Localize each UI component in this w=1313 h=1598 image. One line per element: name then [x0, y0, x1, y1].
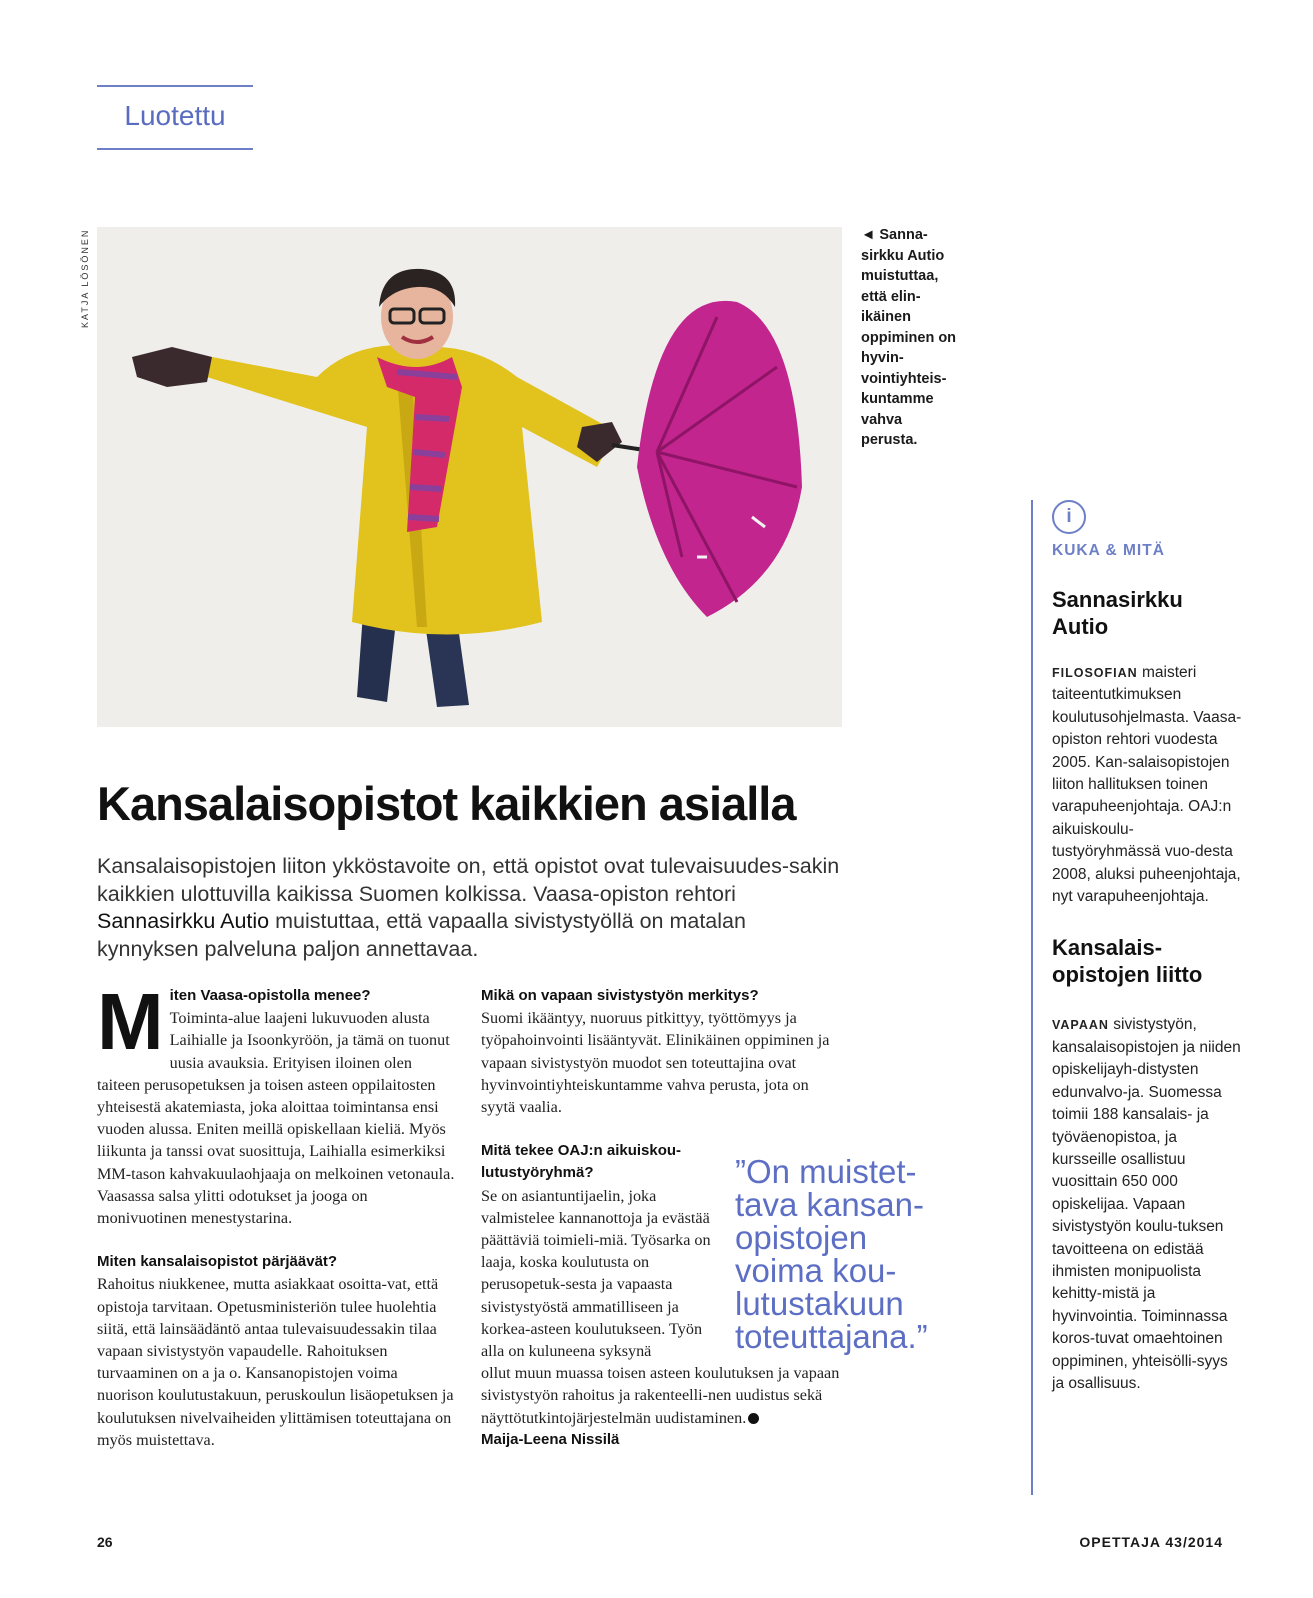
- bio-lead-word: FILOSOFIAN: [1052, 666, 1138, 680]
- lead-text-start: Kansalaisopistojen liiton ykköstavoite on, että opistot ovat tulevaisuudes-sakin kaikkien ulottuvilla kaikissa Suomen kolkissa. Vaasa-opiston rehtori: [97, 854, 840, 906]
- sidebar-person-name: Sannasirkku Autio: [1052, 587, 1183, 639]
- question-4: Mitä tekee OAJ:n aikuiskou-lutustyöryhmä?: [481, 1142, 682, 1182]
- question-3: Mikä on vapaan sivistystyön merkitys?: [481, 987, 759, 1004]
- pull-quote: ”On muistet-tava kansan-opistojen voima kou-lutustakuun toteuttajana.”: [735, 1153, 928, 1355]
- sidebar-person-bio: [1052, 662, 1242, 908]
- lead-text-end: muistuttaa, että vapaalla sivistystyöllä on matalan kynnyksen palveluna paljon annettavaa.: [97, 909, 746, 961]
- section-rule-top: [97, 85, 253, 87]
- sidebar-org-name: Kansalais-opistojen liitto: [1052, 935, 1203, 988]
- article-lead: [97, 853, 842, 963]
- article-author: Maija-Leena Nissilä: [481, 1430, 620, 1448]
- answer-2: Rahoitus niukkenee, mutta asiakkaat osoitta-vat, että opistoja tarvitaan. Opetusministeriön tulee huolehtia siitä, että lainsäädäntö antaa tulevaisuudessakin tilaa vapaan sivistystyön vapaudelle. Rahoituksen turvaaminen on a ja o. Kansanopistojen voima nuorison koulutustakuun, peruskoulun lisäopetuksen ja koulutuksen nivelvaiheiden ylittämisen toteuttajana on myös muistettava.: [97, 1275, 454, 1449]
- article-column-1: [97, 977, 457, 1451]
- answer-4-part-2: ollut muun muassa toisen asteen koulutuksen ja vapaan sivistystyön rahoitus ja rakenteelli-nen uudistus sekä näyttötutkintojärjestelmän uudistaminen.: [481, 1364, 840, 1427]
- photo-illustration: [97, 227, 842, 727]
- org-description: sivistystyön, kansalaisopistojen ja niiden opiskelijayh-distysten edunvalvo-ja. Suomessa toimii 188 kansalais- ja työväenopistoa, ja kursseille osallistuu vuosittain 650 000 opiskelijaa. Vapaan sivistystyön koulu-tuksen tavoitteena on edistää ihmisten monipuolista kehitty-mistä ja hyvinvointia. Toiminnassa koros-tuvat omaehtoinen oppiminen, yhteisölli-syys ja osallisuus.: [1052, 1016, 1241, 1392]
- answer-4-part-1: Se on asiantuntijaelin, joka valmistelee kannanottoja ja evästää päättäviä toimieli-miä. Työsarka on laaja, koska koulutusta on perusopetuk-sesta ja vapaasta sivistystyöstä ammatilliseen ja korkea-asteen koulutukseen. Työn alla on kuluneena syksynä: [481, 1186, 711, 1361]
- section-label: Luotettu: [124, 100, 226, 131]
- drop-cap: M: [97, 977, 164, 1066]
- org-lead-word: VAPAAN: [1052, 1018, 1109, 1033]
- section-rule-bottom: [97, 148, 253, 150]
- sidebar-kicker: KUKA & MITÄ: [1052, 542, 1165, 559]
- photo-credit: KATJA LÖSÖNEN: [80, 228, 90, 328]
- photo-caption: ◄ Sanna-sirkku Autio muistuttaa, että elin-ikäinen oppiminen on hyvin-vointiyhteis-kuntamme vahva perusta.: [861, 227, 957, 448]
- info-icon: i: [1052, 500, 1086, 534]
- question-2: Miten kansalaisopistot pärjäävät?: [97, 1253, 338, 1271]
- sidebar-org-text: [1052, 1014, 1242, 1395]
- end-mark: [748, 1413, 759, 1424]
- lead-person-name: Sannasirkku Autio: [97, 909, 270, 933]
- sidebar-box: [1052, 500, 1242, 1395]
- article-photo: [97, 227, 842, 727]
- column-2-wide-block: [481, 1362, 841, 1429]
- bio-text: maisteri taiteentutkimuksen koulutusohjelmasta. Vaasa-opiston rehtori vuodesta 2005. Kan-salaisopistojen liiton hallituksen toinen varapuheenjohtaja. OAJ:n aikuiskoulu-tustyöryhmässä vuo-desta 2008, aluksi puheenjohtaja, nyt varapuheenjohtaja.: [1052, 664, 1242, 906]
- article-headline: Kansalaisopistot kaikkien asialla: [97, 777, 796, 830]
- issue-label: OPETTAJA 43/2014: [1079, 1534, 1223, 1550]
- sidebar-rule: [1031, 500, 1033, 1495]
- page-number: 26: [97, 1534, 113, 1550]
- answer-3: Suomi ikääntyy, nuoruus pitkittyy, työttömyys ja työpahoinvointi lisääntyvät. Elinikäinen oppiminen ja vapaan sivistystyön muodot sen toteuttajina ovat hyvinvointiyhteiskuntamme vahva perusta, jota on syytä vaalia.: [481, 1009, 830, 1117]
- column-2-narrow-block: [481, 1140, 716, 1362]
- answer-1: Toiminta-alue laajeni lukuvuoden alusta Laihialle ja Isoonkyröön, ja tämä on tuonut uusia avauksia. Erityisen iloinen olen taiteen perusopetuksen ja toisen asteen oppilaitosten yhteisestä akatemiasta, joka aloittaa toimintansa ensi vuoden alussa. Eniten meillä opiskellaan kieliä. Myös liikunta ja tanssi ovat suosittuja, Laihialla esimerkiksi MM-tason kahvakuulaohjaaja on melkoinen vetonaula. Vaasassa salsa ylitti odotukset ja jooga on monivuotinen menestystarina.: [97, 1009, 455, 1228]
- question-1: iten Vaasa-opistolla menee?: [169, 987, 371, 1004]
